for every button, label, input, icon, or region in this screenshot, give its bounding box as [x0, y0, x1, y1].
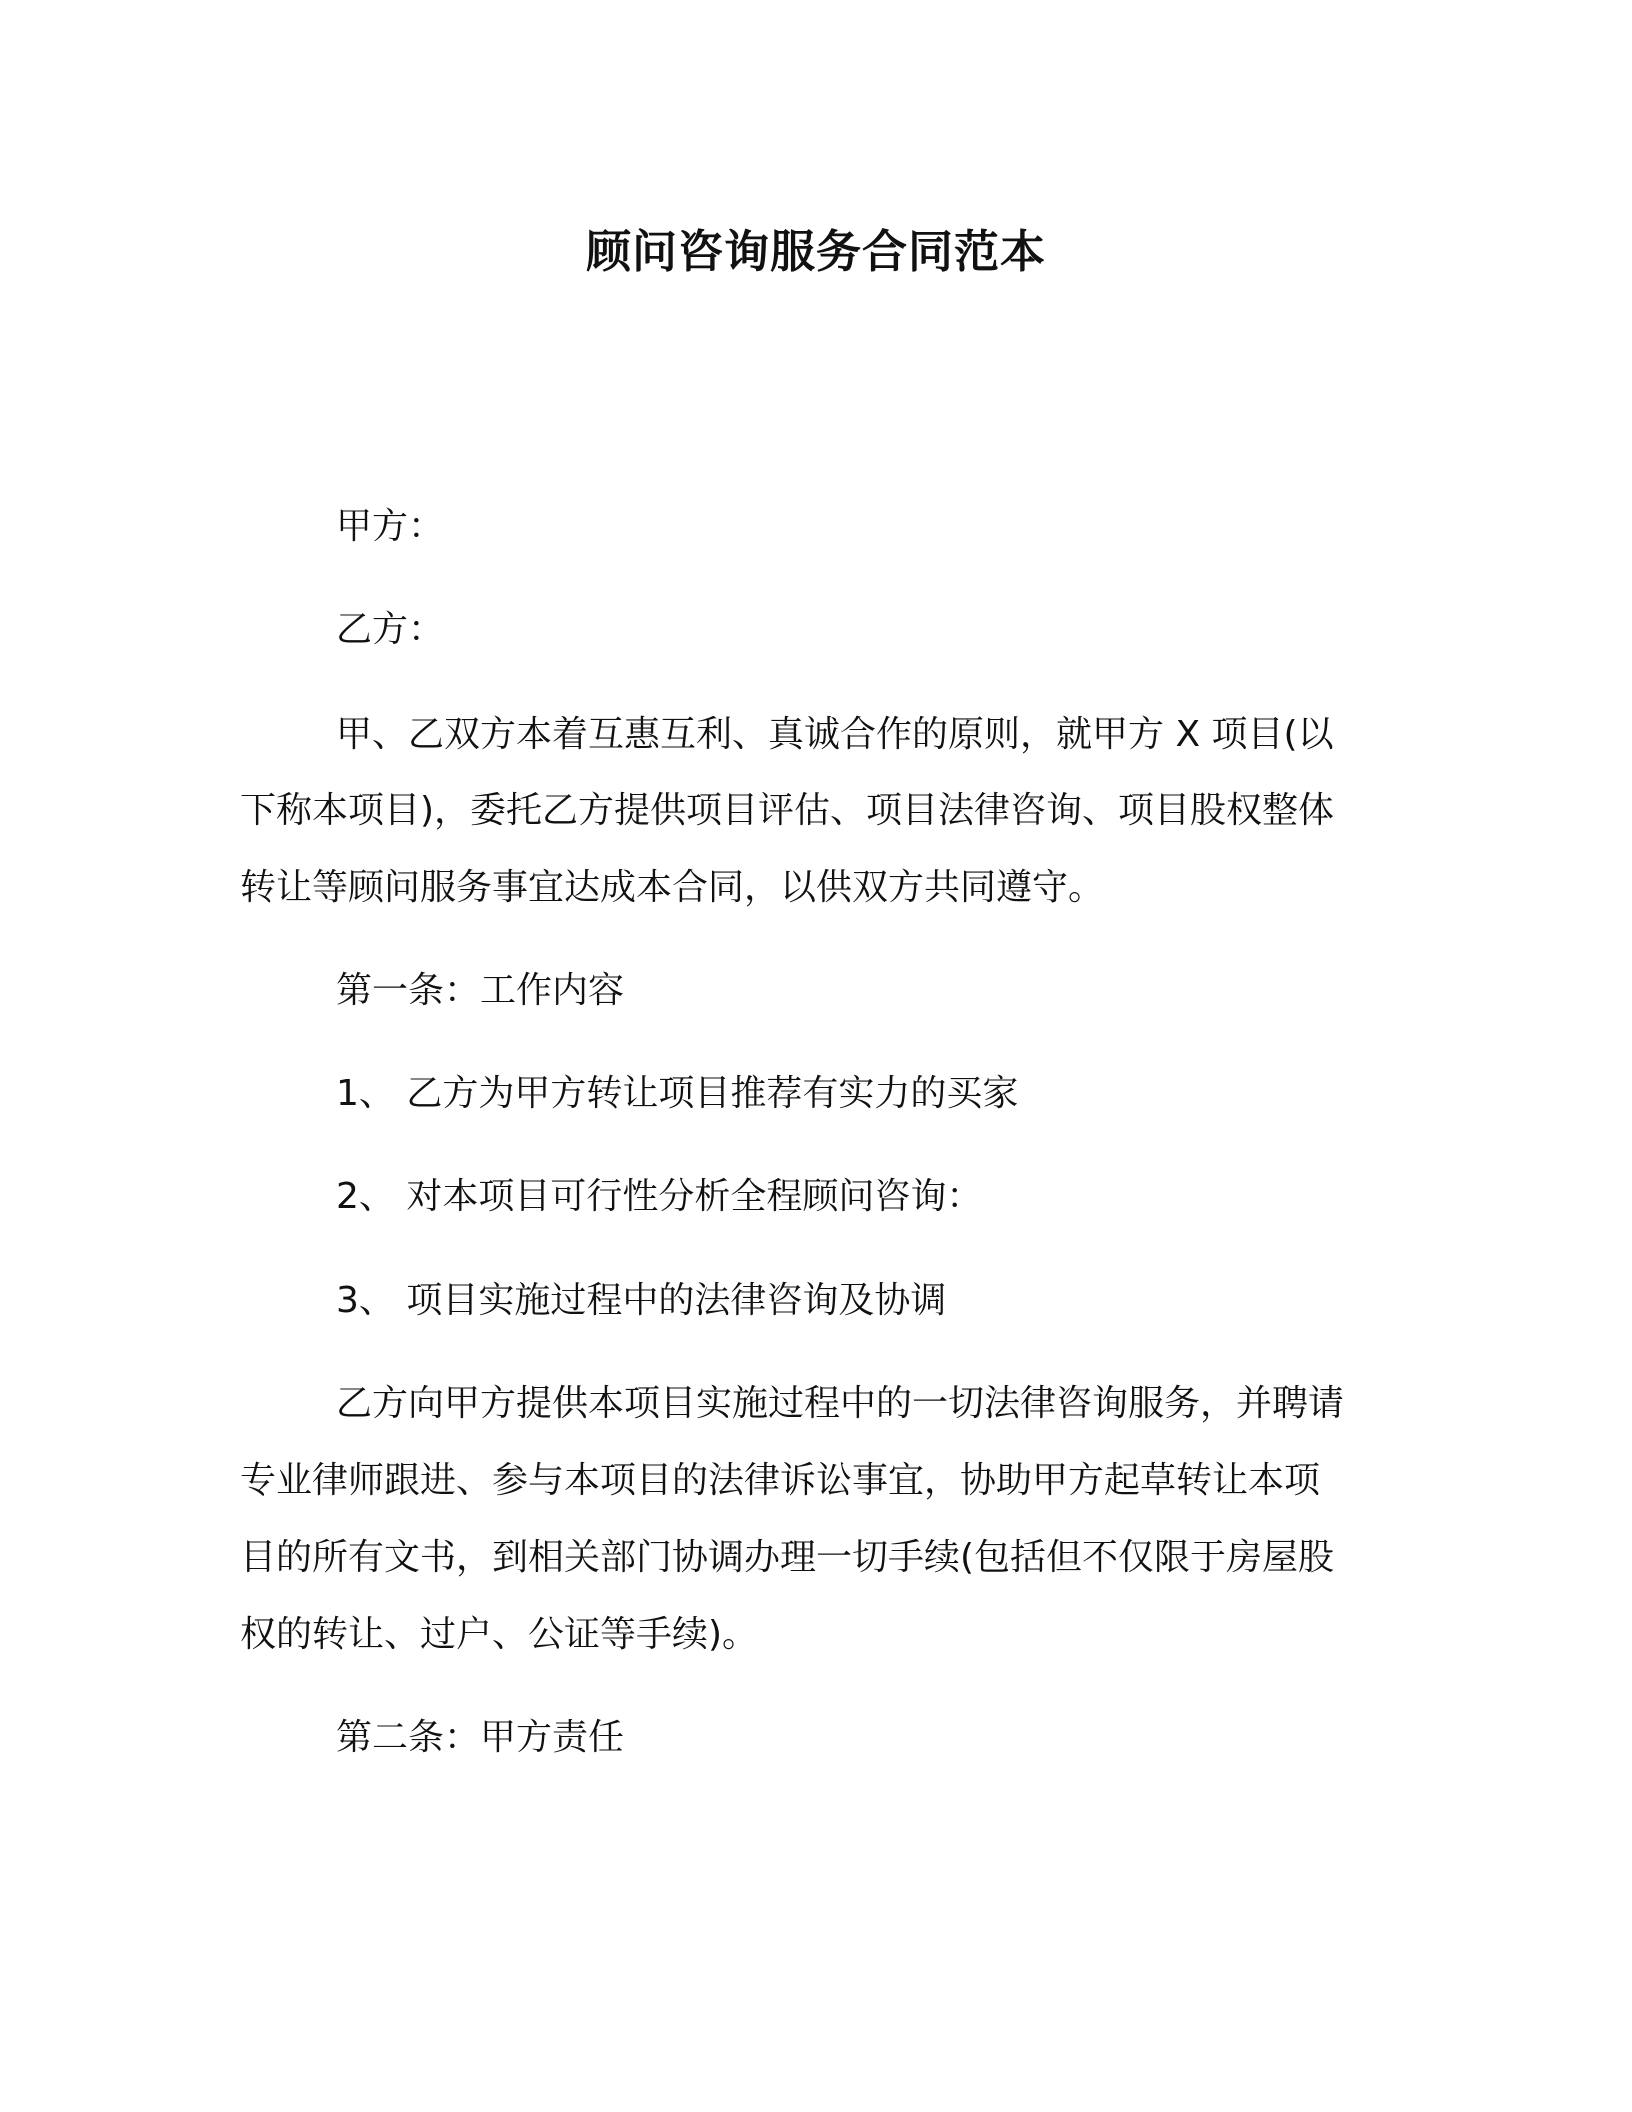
article-1-item-1: 1、 乙方为甲方转让项目推荐有实力的买家	[336, 1073, 1019, 1114]
article-1-paragraph-line-3: 目的所有文书，到相关部门协调办理一切手续(包括但不仅限于房屋股	[240, 1537, 1335, 1578]
intro-line-3: 转让等顾问服务事宜达成本合同，以供双方共同遵守。	[240, 867, 1105, 908]
intro-line-2: 下称本项目)，委托乙方提供项目评估、项目法律咨询、项目股权整体	[240, 790, 1335, 831]
party-a-label: 甲方：	[336, 506, 445, 547]
document-title: 顾问咨询服务合同范本	[585, 225, 1046, 278]
article-1-item-3: 3、 项目实施过程中的法律咨询及协调	[336, 1280, 947, 1321]
article-2-heading: 第二条：甲方责任	[336, 1717, 625, 1758]
intro-line-1: 甲、乙双方本着互惠互利、真诚合作的原则，就甲方 X 项目(以	[336, 714, 1334, 755]
article-1-paragraph-line-2: 专业律师跟进、参与本项目的法律诉讼事宜，协助甲方起草转让本项	[240, 1460, 1321, 1501]
article-1-item-2: 2、 对本项目可行性分析全程顾问咨询：	[336, 1176, 983, 1217]
article-1-paragraph-line-4: 权的转让、过户、公证等手续)。	[240, 1614, 759, 1655]
article-1-heading: 第一条：工作内容	[336, 970, 625, 1011]
party-b-label: 乙方：	[336, 609, 445, 650]
article-1-paragraph-line-1: 乙方向甲方提供本项目实施过程中的一切法律咨询服务，并聘请	[336, 1383, 1345, 1424]
